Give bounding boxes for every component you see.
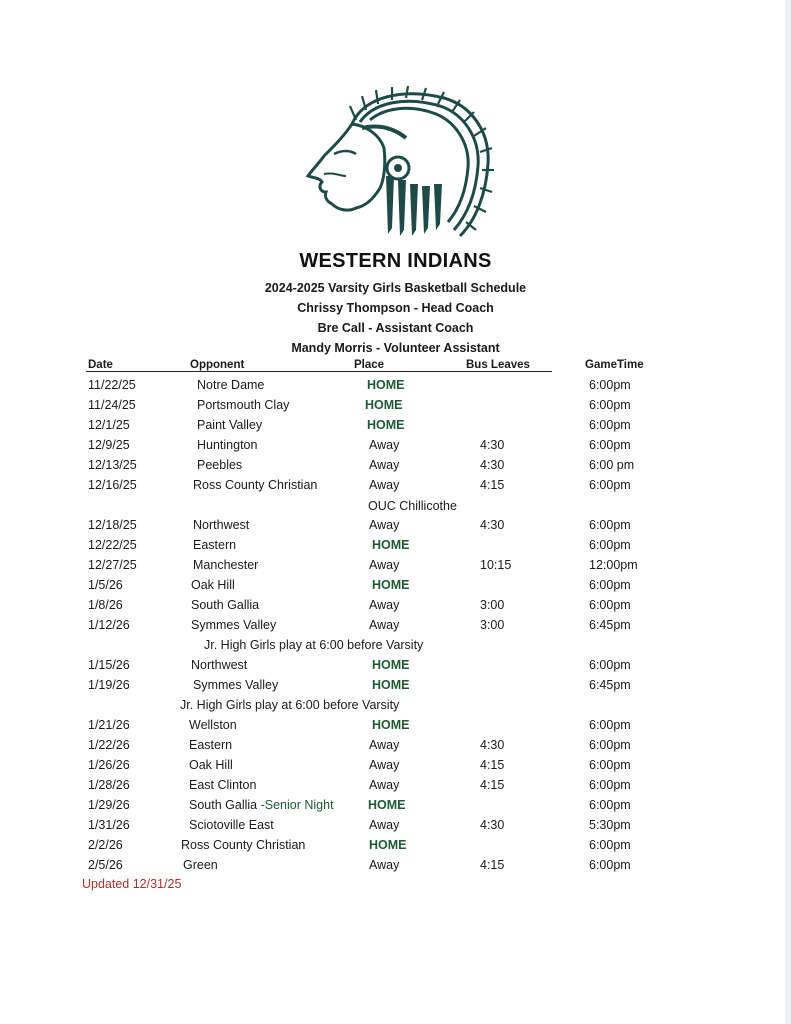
game-date: 1/8/26 (88, 598, 123, 612)
team-title: WESTERN INDIANS (299, 250, 492, 272)
game-place: Away (369, 778, 400, 792)
game-place: Away (369, 818, 400, 832)
game-opponent: Oak Hill (191, 578, 235, 592)
game-date: 1/22/26 (88, 738, 130, 752)
western-indians-logo (294, 84, 496, 244)
game-date: 1/21/26 (88, 718, 130, 732)
game-place: HOME (372, 678, 410, 692)
game-opponent: Symmes Valley (193, 678, 279, 692)
assistant-coach: Bre Call - Assistant Coach (317, 321, 474, 335)
game-date: 1/5/26 (88, 578, 123, 592)
game-date: 11/22/25 (88, 378, 136, 392)
table-row (0, 758, 791, 778)
head-coach: Chrissy Thompson - Head Coach (297, 301, 494, 315)
game-place: Away (369, 738, 400, 752)
game-bus-leaves: 3:00 (480, 618, 505, 632)
table-row (0, 858, 791, 878)
game-place: HOME (367, 418, 405, 432)
game-place: HOME (367, 378, 405, 392)
game-opponent: Sciotoville East (189, 818, 274, 832)
game-opponent: Ross County Christian (193, 478, 318, 492)
game-opponent: Northwest (191, 658, 248, 672)
game-place: Away (369, 558, 400, 572)
game-opponent: Eastern (193, 538, 237, 552)
game-bus-leaves: 10:15 (480, 558, 512, 572)
game-date: 11/24/25 (88, 398, 136, 412)
game-time: 6:00pm (589, 538, 631, 552)
game-date: 1/15/26 (88, 658, 130, 672)
table-row (0, 558, 791, 578)
game-time: 5:30pm (589, 818, 631, 832)
game-date: 12/16/25 (88, 478, 137, 492)
game-bus-leaves: 4:15 (480, 758, 505, 772)
game-place: Away (369, 758, 400, 772)
game-opponent: South Gallia (189, 798, 258, 812)
game-date: 1/28/26 (88, 778, 130, 792)
table-row (0, 718, 791, 738)
game-date: 2/2/26 (88, 838, 123, 852)
game-time: 6:00pm (589, 798, 631, 812)
game-bus-leaves: 4:30 (480, 438, 505, 452)
game-opponent: Oak Hill (189, 758, 233, 772)
game-date: 12/18/25 (88, 518, 137, 532)
game-time: 6:00pm (589, 598, 631, 612)
note-jr-high-2: Jr. High Girls play at 6:00 before Varsity (180, 698, 400, 712)
game-place: Away (369, 618, 400, 632)
table-row (0, 578, 791, 598)
table-row (0, 818, 791, 838)
game-opponent: Peebles (197, 458, 243, 472)
game-bus-leaves: 4:30 (480, 738, 505, 752)
column-header-date: Date (88, 359, 113, 371)
game-date: 12/9/25 (88, 438, 130, 452)
table-row (0, 398, 791, 418)
game-opponent-wrapper (189, 798, 334, 812)
game-time: 6:00pm (589, 738, 631, 752)
game-place: Away (369, 478, 400, 492)
game-opponent: Symmes Valley (191, 618, 277, 632)
game-opponent: Paint Valley (197, 418, 263, 432)
game-place: HOME (372, 578, 410, 592)
table-row (0, 678, 791, 698)
game-date: 1/31/26 (88, 818, 130, 832)
table-row (0, 778, 791, 798)
game-bus-leaves: 4:30 (480, 818, 505, 832)
note-jr-high-1: Jr. High Girls play at 6:00 before Varsity (204, 638, 424, 652)
game-time: 6:00pm (589, 438, 631, 452)
updated-date: Updated 12/31/25 (82, 877, 182, 891)
table-row (0, 458, 791, 478)
game-place: HOME (372, 538, 410, 552)
game-time: 6:00pm (589, 758, 631, 772)
game-time: 6:00pm (589, 518, 631, 532)
table-row (0, 658, 791, 678)
game-opponent: Eastern (189, 738, 233, 752)
game-date: 1/29/26 (88, 798, 130, 812)
game-opponent: Huntington (197, 438, 258, 452)
game-date: 1/26/26 (88, 758, 130, 772)
table-row (0, 438, 791, 458)
game-opponent: East Clinton (189, 778, 257, 792)
game-bus-leaves: 3:00 (480, 598, 505, 612)
game-date: 2/5/26 (88, 858, 123, 872)
table-row (0, 598, 791, 618)
table-row (0, 418, 791, 438)
table-row (0, 798, 791, 818)
note-ouc-chillicothe: OUC Chillicothe (368, 499, 457, 513)
game-time: 6:00pm (589, 838, 631, 852)
game-time: 6:00pm (589, 718, 631, 732)
game-time: 6:00pm (589, 398, 631, 412)
game-bus-leaves: 4:15 (480, 858, 505, 872)
table-row (0, 838, 791, 858)
table-row (0, 538, 791, 558)
game-bus-leaves: 4:15 (480, 778, 505, 792)
game-time: 12:00pm (589, 558, 638, 572)
column-header-opponent: Opponent (190, 359, 245, 371)
game-time: 6:45pm (589, 678, 631, 692)
game-place: HOME (365, 398, 403, 412)
game-opponent: Northwest (193, 518, 250, 532)
game-opponent: Manchester (193, 558, 259, 572)
game-time: 6:00pm (589, 778, 631, 792)
game-place: Away (369, 598, 400, 612)
game-opponent: Portsmouth Clay (197, 398, 290, 412)
game-place: HOME (368, 798, 406, 812)
game-place: Away (369, 438, 400, 452)
senior-night-note: -Senior Night (260, 798, 334, 812)
game-place: HOME (372, 718, 410, 732)
game-time: 6:45pm (589, 618, 631, 632)
game-time: 6:00pm (589, 658, 631, 672)
game-opponent: Notre Dame (197, 378, 265, 392)
table-row (0, 518, 791, 538)
game-time: 6:00pm (589, 578, 631, 592)
game-date: 12/1/25 (88, 418, 130, 432)
game-date: 12/27/25 (88, 558, 137, 572)
game-time: 6:00 pm (589, 458, 635, 472)
column-header-place: Place (354, 359, 385, 371)
game-opponent: South Gallia (191, 598, 260, 612)
game-date: 12/13/25 (88, 458, 137, 472)
game-time: 6:00pm (589, 858, 631, 872)
game-date: 1/12/26 (88, 618, 130, 632)
table-row (0, 478, 791, 498)
game-place: Away (369, 458, 400, 472)
table-row (0, 738, 791, 758)
column-header-gametime: GameTime (585, 359, 644, 371)
game-opponent: Green (183, 858, 218, 872)
column-header-bus-leaves: Bus Leaves (466, 359, 530, 371)
game-place: Away (369, 518, 400, 532)
game-bus-leaves: 4:30 (480, 518, 505, 532)
game-bus-leaves: 4:30 (480, 458, 505, 472)
volunteer-assistant: Mandy Morris - Volunteer Assistant (291, 341, 500, 355)
table-row (0, 378, 791, 398)
game-bus-leaves: 4:15 (480, 478, 505, 492)
game-date: 12/22/25 (88, 538, 137, 552)
game-time: 6:00pm (589, 378, 631, 392)
game-opponent: Wellston (189, 718, 237, 732)
game-place: HOME (372, 658, 410, 672)
game-date: 1/19/26 (88, 678, 130, 692)
header-rule (86, 371, 552, 372)
game-place: Away (369, 858, 400, 872)
table-row (0, 618, 791, 638)
game-place: HOME (369, 838, 407, 852)
game-time: 6:00pm (589, 478, 631, 492)
game-time: 6:00pm (589, 418, 631, 432)
game-opponent: Ross County Christian (181, 838, 306, 852)
schedule-title: 2024-2025 Varsity Girls Basketball Schedule (264, 281, 527, 295)
